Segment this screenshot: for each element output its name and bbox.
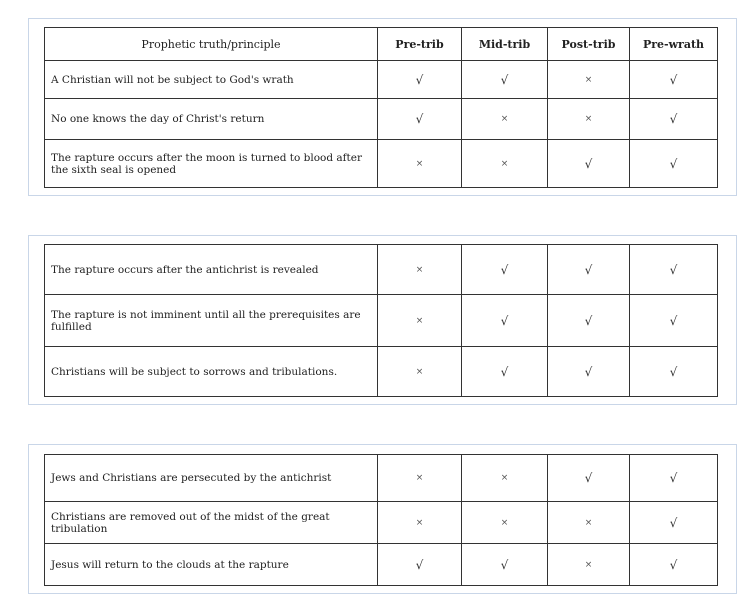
mark-pre-trib: √ [378, 61, 462, 99]
mark-post-trib: √ [548, 455, 630, 502]
prophecy-table-2 [44, 244, 718, 397]
table-row [45, 295, 718, 347]
row-statement: Jesus will return to the clouds at the rapture [45, 544, 378, 586]
row-statement: The rapture occurs after the moon is turned to blood after the sixth seal is opened [45, 140, 378, 188]
mark-mid-trib: √ [462, 245, 548, 295]
mark-pre-wrath: √ [630, 544, 718, 586]
mark-pre-trib: × [378, 502, 462, 544]
prophecy-table-1 [44, 27, 718, 188]
header-pre-wrath: Pre-wrath [630, 28, 718, 61]
row-statement: Christians will be subject to sorrows and tribulations. [45, 347, 378, 397]
mark-mid-trib: √ [462, 544, 548, 586]
mark-pre-wrath: √ [630, 245, 718, 295]
mark-post-trib: × [548, 544, 630, 586]
mark-pre-wrath: √ [630, 99, 718, 140]
mark-post-trib: √ [548, 245, 630, 295]
row-statement: No one knows the day of Christ's return [45, 99, 378, 140]
table-panel-3 [28, 444, 737, 594]
table-row [45, 140, 718, 188]
mark-pre-trib: √ [378, 99, 462, 140]
mark-mid-trib: √ [462, 295, 548, 347]
table-row [45, 455, 718, 502]
row-statement: Christians are removed out of the midst of the great tribulation [45, 502, 378, 544]
mark-post-trib: × [548, 502, 630, 544]
row-statement: The rapture occurs after the antichrist is revealed [45, 245, 378, 295]
mark-mid-trib: √ [462, 347, 548, 397]
table-row [45, 544, 718, 586]
table-panel-2 [28, 235, 737, 405]
mark-mid-trib: × [462, 140, 548, 188]
table-row [45, 99, 718, 140]
table-row [45, 245, 718, 295]
prophecy-table-3 [44, 454, 718, 586]
mark-pre-trib: × [378, 140, 462, 188]
row-statement: The rapture is not imminent until all the prerequisites are fulfilled [45, 295, 378, 347]
mark-pre-trib: × [378, 295, 462, 347]
mark-post-trib: × [548, 99, 630, 140]
mark-pre-trib: × [378, 245, 462, 295]
mark-pre-trib: × [378, 347, 462, 397]
mark-post-trib: √ [548, 347, 630, 397]
header-post-trib: Post-trib [548, 28, 630, 61]
mark-mid-trib: × [462, 502, 548, 544]
table-row [45, 347, 718, 397]
mark-post-trib: √ [548, 140, 630, 188]
mark-post-trib: √ [548, 295, 630, 347]
mark-pre-trib: √ [378, 544, 462, 586]
mark-pre-trib: × [378, 455, 462, 502]
mark-pre-wrath: √ [630, 295, 718, 347]
table-panel-1 [28, 18, 737, 196]
mark-pre-wrath: √ [630, 61, 718, 99]
table-row [45, 502, 718, 544]
mark-post-trib: × [548, 61, 630, 99]
mark-mid-trib: × [462, 455, 548, 502]
row-statement: Jews and Christians are persecuted by the antichrist [45, 455, 378, 502]
mark-pre-wrath: √ [630, 502, 718, 544]
mark-pre-wrath: √ [630, 347, 718, 397]
header-pre-trib: Pre-trib [378, 28, 462, 61]
mark-pre-wrath: √ [630, 455, 718, 502]
header-principle: Prophetic truth/principle [45, 28, 378, 61]
table-row [45, 61, 718, 99]
table-header-row [45, 28, 718, 61]
row-statement: A Christian will not be subject to God's wrath [45, 61, 378, 99]
mark-mid-trib: √ [462, 61, 548, 99]
mark-pre-wrath: √ [630, 140, 718, 188]
mark-mid-trib: × [462, 99, 548, 140]
header-mid-trib: Mid-trib [462, 28, 548, 61]
